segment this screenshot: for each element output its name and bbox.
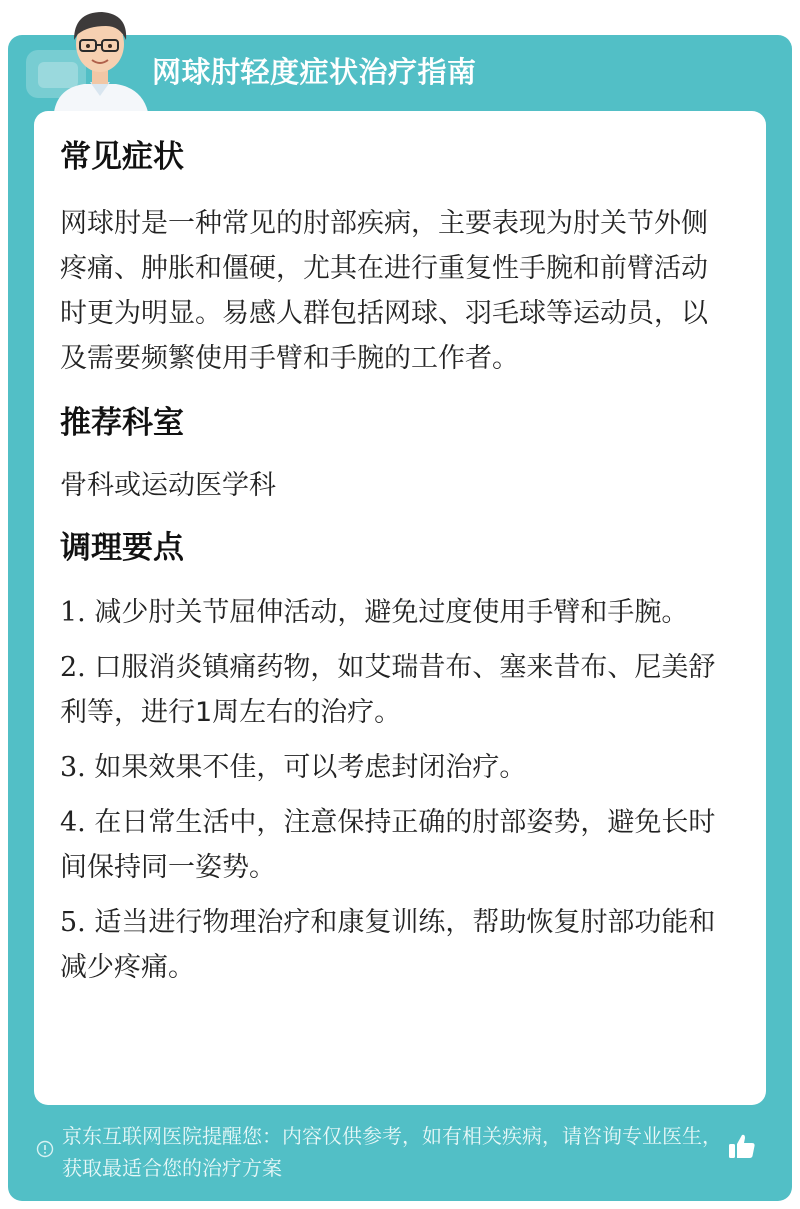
department-heading: 推荐科室 [60,405,184,441]
care-item-text: 在日常生活中，注意保持正确的肘部姿势，避免长时间保持同一姿势。 [60,807,716,883]
care-item-number: 3. [60,752,86,783]
care-item-text: 如果效果不佳，可以考虑封闭治疗。 [85,752,527,783]
care-heading: 调理要点 [60,530,184,566]
disclaimer-text: 京东互联网医院提醒您：内容仅供参考，如有相关疾病，请咨询专业医生，获取最适合您的治疗方案 [62,1124,722,1180]
care-item [60,590,732,635]
content-card [34,111,766,1105]
care-item-text: 减少肘关节屈伸活动，避免过度使用手臂和手腕。 [85,597,689,628]
disclaimer-footer [36,1120,766,1190]
doctor-avatar [44,0,156,112]
care-item [60,745,732,790]
care-item-number: 4. [60,807,86,838]
care-item-number: 2. [60,652,86,683]
care-item-text: 适当进行物理治疗和康复训练，帮助恢复肘部功能和减少疼痛。 [60,907,716,983]
care-item [60,645,732,735]
department-text: 骨科或运动医学科 [60,470,276,501]
care-item [60,900,732,990]
page-title: 网球肘轻度症状治疗指南 [152,55,477,89]
care-item-number: 1. [60,597,86,628]
symptoms-heading: 常见症状 [60,139,184,175]
thumbs-up-icon[interactable] [726,1130,758,1162]
care-item-text: 口服消炎镇痛药物，如艾瑞昔布、塞来昔布、尼美舒利等，进行1周左右的治疗。 [60,652,716,728]
info-icon [36,1140,54,1158]
care-item [60,800,732,890]
symptoms-text: 网球肘是一种常见的肘部疾病，主要表现为肘关节外侧疼痛、肿胀和僵硬，尤其在进行重复性手腕和前臂活动时更为明显。易感人群包括网球、羽毛球等运动员，以及需要频繁使用手臂和手腕的工作者。 [60,208,708,374]
care-item-number: 5. [60,907,86,938]
guide-content [60,133,732,990]
